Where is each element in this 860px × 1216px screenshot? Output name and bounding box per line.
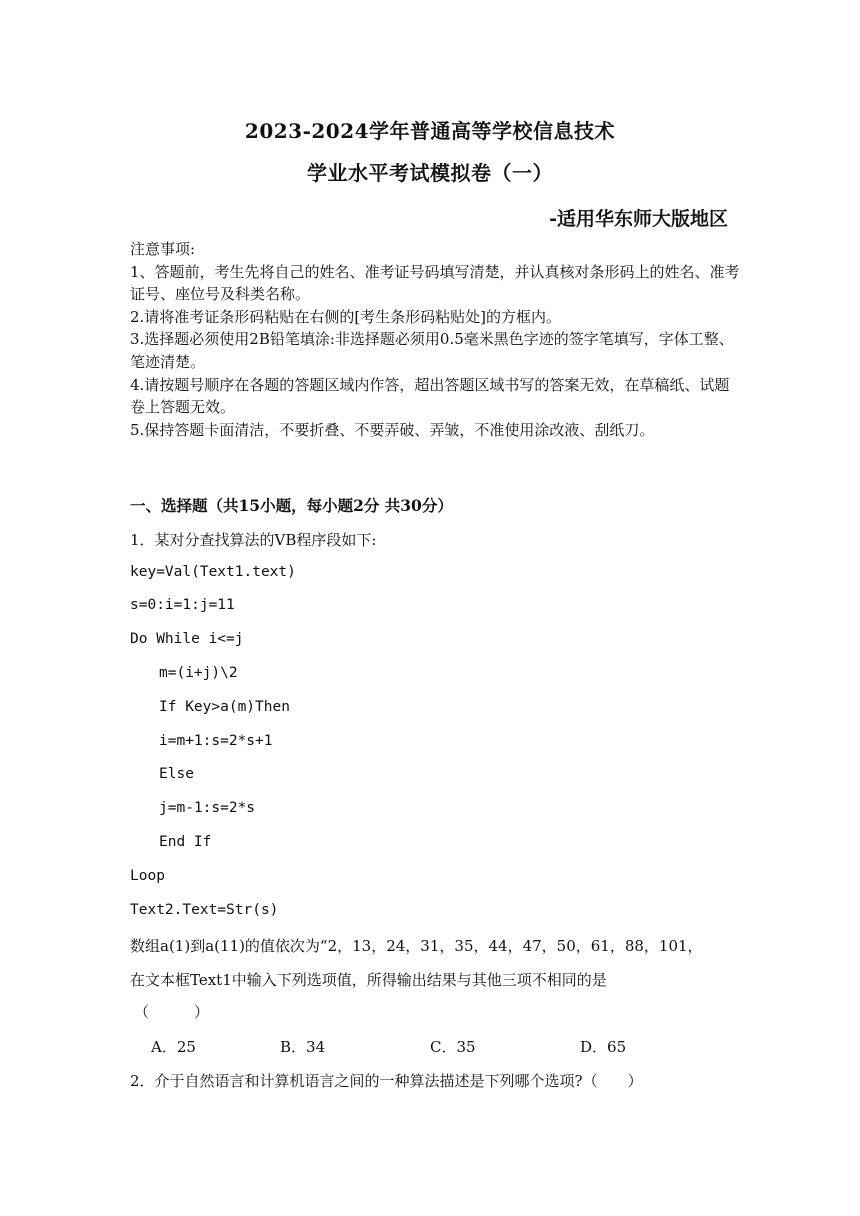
code-line: Do While i<=j bbox=[130, 631, 244, 647]
notice-item: 4.请按题号顺序在各题的答题区域内作答，超出答题区域书写的答案无效，在草稿纸、试题卷上答题无效。 bbox=[130, 375, 730, 417]
code-line: If Key>a(m)Then bbox=[159, 699, 290, 715]
notice-block bbox=[130, 238, 740, 441]
option-a: A．25 bbox=[151, 1038, 196, 1056]
code-line: key=Val(Text1.text) bbox=[130, 564, 296, 580]
exam-subtitle-title: 学业水平考试模拟卷（一） bbox=[307, 161, 553, 185]
option-c: C．35 bbox=[430, 1038, 476, 1056]
option-d: D．65 bbox=[580, 1038, 627, 1056]
code-line: Else bbox=[159, 766, 194, 782]
region-note: -适用华东师大版地区 bbox=[549, 208, 728, 230]
answer-parentheses: （ ） bbox=[134, 1003, 210, 1021]
question-2-stem: 2．介于自然语言和计算机语言之间的一种算法描述是下列哪个选项?（ ） bbox=[130, 1072, 643, 1090]
notice-item: 2.请将准考证条形码粘贴在右侧的[考生条形码粘贴处]的方框内。 bbox=[130, 307, 562, 326]
section-heading: 一、选择题（共15小题，每小题2分 共30分） bbox=[130, 496, 453, 515]
notice-item: 3.选择题必须使用2B铅笔填涂:非选择题必须用0.5毫米黑色字迹的签字笔填写，字体工整、笔迹清楚。 bbox=[130, 330, 734, 371]
question-1-description: 数组a(1)到a(11)的值依次为“2，13，24，31，35，44，47，50，61，88，101， bbox=[130, 937, 703, 955]
code-line: Loop bbox=[130, 868, 165, 884]
notice-item: 5.保持答题卡面清洁，不要折叠、不要弄破、弄皱，不准使用涂改液、刮纸刀。 bbox=[130, 420, 655, 439]
question-1-description: 在文本框Text1中输入下列选项值，所得输出结果与其他三项不相同的是 bbox=[130, 971, 607, 989]
code-line: s=0:i=1:j=11 bbox=[130, 597, 235, 613]
question-1-stem: 1．某对分查找算法的VB程序段如下: bbox=[130, 531, 377, 549]
code-line: j=m-1:s=2*s bbox=[159, 800, 256, 816]
exam-title: 2023-2024学年普通高等学校信息技术 bbox=[244, 119, 616, 143]
option-b: B．34 bbox=[280, 1038, 326, 1056]
notice-item: 1、答题前，考生先将自己的姓名、准考证号码填写清楚，并认真核对条形码上的姓名、准考证号、座位号及科类名称。 bbox=[130, 262, 740, 304]
notice-heading: 注意事项: bbox=[130, 240, 196, 258]
code-line: i=m+1:s=2*s+1 bbox=[159, 733, 273, 749]
code-line: m=(i+j)\2 bbox=[159, 665, 238, 681]
code-line: Text2.Text=Str(s) bbox=[130, 902, 279, 918]
code-line: End If bbox=[159, 834, 212, 850]
